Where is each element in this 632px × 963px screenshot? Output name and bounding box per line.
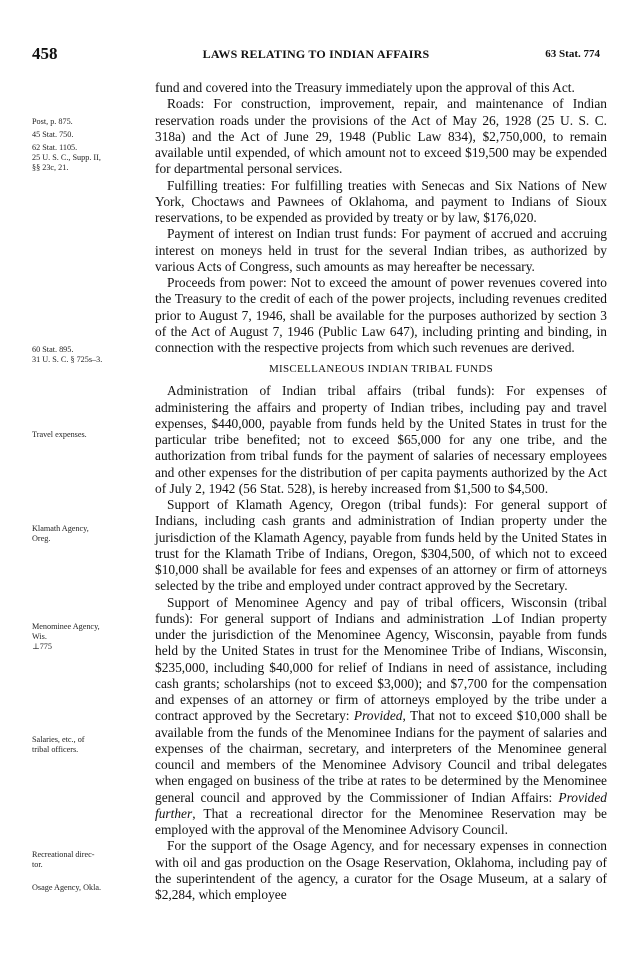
margin-note-line: Oreg. [32, 534, 51, 543]
text-run: , That not to exceed $10,000 shall be available from the funds of the Menominee Indians for the payment of salaries and expenses of the chairman, secretary, and interpreters of the Menominee general council and members of the Menominee Advisory Council and tribal delegates when engaged on business of the tribe at rates to be determined by the Menominee general council and approved by the Commissioner of Indian Affairs: [155, 708, 607, 805]
margin-note-line: Klamath Agency, [32, 524, 89, 533]
paragraph-administration: Administration of Indian tribal affairs (tribal funds): For expenses of administering the affairs and property of Indian tribes, including pay and travel expenses, $440,000, payable from funds held by the United States in trust for the particular tribe benefited; not to exceed $65,000 for any one tribe, and the authorization from tribal funds for the payment of salaries of necessary employees and other expenses for the distribution of per capita payments authorized by the Act of July 2, 1942 (56 Stat. 528), is hereby increased from $1,500 to $4,500. [155, 383, 607, 496]
margin-note-line: tribal officers. [32, 745, 79, 754]
paragraph-fund: fund and covered into the Treasury immediately upon the approval of this Act. [155, 80, 575, 95]
running-header [32, 44, 600, 66]
paragraph-osage-agency: For the support of the Osage Agency, and for necessary expenses in connection with oil and gas production on the Osage Reservation, Oklahoma, including pay of the superintendent of the agency, a curator for the Osage Museum, at a salary of $2,284, which employee [155, 838, 607, 902]
page-number: 458 [32, 44, 58, 63]
margin-note-stat-895 [32, 345, 148, 365]
paragraph-fulfilling-treaties: Fulfilling treaties: For fulfilling treaties with Senecas and Six Nations of New York, Choctaws and Pawnees of Oklahoma, and payment to Indians of Sioux reservations, to be expended as provided by treaty or by law, $176,020. [155, 177, 607, 225]
margin-note-salaries [32, 735, 148, 755]
margin-note-line: 45 Stat. 750. [32, 130, 74, 139]
margin-note-line: Travel expenses. [32, 430, 87, 439]
margin-note-line: 31 U. S. C. § 725s–3. [32, 355, 103, 364]
margin-note-line: Wis. [32, 632, 47, 641]
margin-note-line: tor. [32, 860, 43, 869]
paragraph-interest-trust-funds: Payment of interest on Indian trust funds: For payment of accrued and accruing interest on moneys held in trust for the several Indian tribes, as authorized by various Acts of Congress, such amounts as may hereafter be necessary. [155, 226, 607, 274]
text-run: , That a recreational director for the Menominee Reservation may be employed with the approval of the Menominee Advisory Council. [155, 805, 607, 837]
provided-italic: Provided [353, 708, 403, 724]
margin-note-line: ⊥775 [32, 642, 52, 651]
margin-note-line: 60 Stat. 895. [32, 345, 74, 354]
margin-note-line: Salaries, etc., of [32, 735, 85, 744]
margin-note-line: §§ 23c, 21. [32, 163, 69, 172]
margin-note-klamath [32, 524, 148, 544]
margin-note-menominee [32, 622, 148, 652]
paragraph-proceeds-power: Proceeds from power: Not to exceed the amount of power revenues covered into the Treasury to the credit of each of the power projects, including revenues credited prior to August 7, 1946, shall be available for the purposes authorized by section 3 of the Act of August 7, 1946 (Public Law 647), including printing and binding, in connection with the respective projects from which such revenues are derived. [155, 275, 607, 355]
provided-further-italic: Provided further [155, 789, 607, 821]
margin-note-line: Osage Agency, Okla. [32, 883, 102, 892]
paragraph-roads: Roads: For construction, improvement, repair, and maintenance of Indian reservation roads under the provisions of the Act of May 26, 1928 (25 U. S. C. 318a) and the Act of June 29, 1948 (Public Law 834), $2,750,000, to remain available until expended, of which amount not to exceed $19,500 may be expended for departmental personal services. [155, 96, 607, 177]
paragraph-menominee-agency [155, 595, 607, 839]
statute-reference: 63 Stat. 774 [545, 48, 600, 60]
margin-note-post [32, 117, 148, 127]
section-heading: MISCELLANEOUS INDIAN TRIBAL FUNDS [268, 363, 494, 376]
margin-note-line: Post, p. 875. [32, 117, 73, 126]
margin-note-line: 62 Stat. 1105. [32, 143, 78, 152]
margin-note-line: 25 U. S. C., Supp. II, [32, 153, 101, 162]
margin-note-osage [32, 883, 148, 893]
paragraph-klamath-agency: Support of Klamath Agency, Oregon (tribal funds): For general support of Indians, including cash grants and administration of Indian property under the jurisdiction of the Klamath Agency, payable from funds held by the United States in trust for the Klamath Tribe of Indians, Oregon, $304,500, of which not to exceed $10,000 shall be available for fees and expenses of an attorney or firm of attorneys selected by the tribe and employed under contract approved by the Secretary. [155, 497, 607, 594]
text-run: Support of Menominee Agency and pay of tribal officers, Wisconsin (tribal funds): For general support of Indians and administration ⊥of Indian property under the jurisdiction of the Menominee Agency, Wisconsin, payable from funds held by the United States in trust for the Menominee Tribe of Indians, Wisconsin, $235,000, including $40,000 for relief of Indians in need of assistance, including cash grants; scholarships (not to exceed $3,000); and $7,700 for the compensation and expenses of an attorney or firm of attorneys employed by the tribe under a contract approved by the Secretary: [155, 594, 607, 724]
margin-note-stat-1105 [32, 143, 148, 173]
margin-note-travel [32, 430, 148, 440]
margin-note-line: Menominee Agency, [32, 622, 100, 631]
body-text [155, 80, 607, 903]
margin-note-recreational [32, 850, 148, 870]
running-title: LAWS RELATING TO INDIAN AFFAIRS [202, 47, 430, 61]
margin-note-line: Recreational direc- [32, 850, 95, 859]
margin-note-stat-750 [32, 130, 148, 140]
